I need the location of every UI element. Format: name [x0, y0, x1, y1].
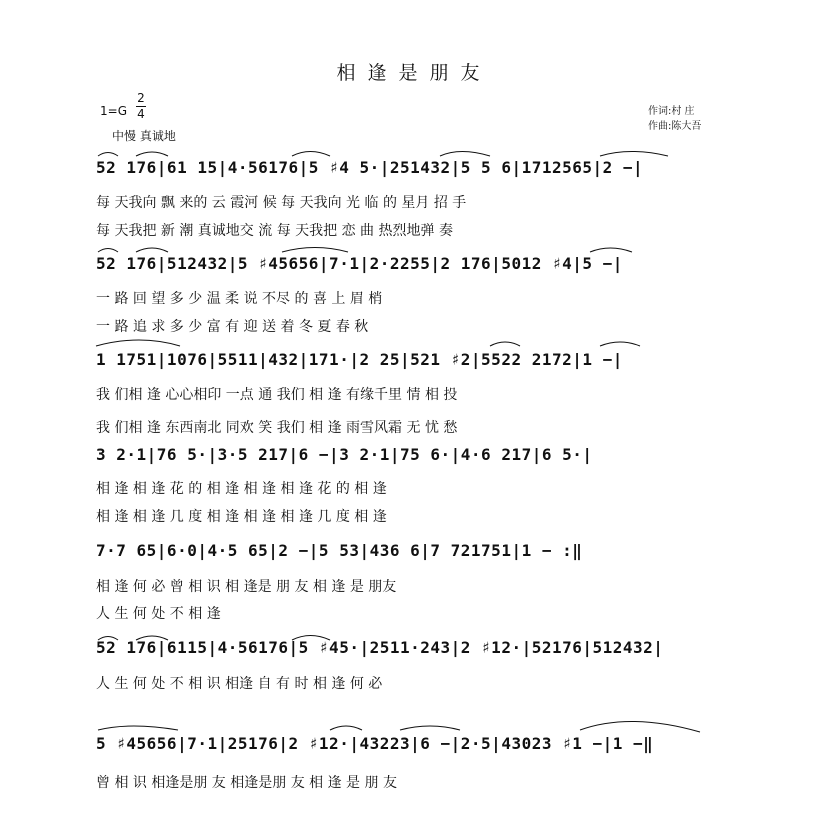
- lyricist-credit: 作词:村 庄: [648, 106, 695, 117]
- composer-credit: 作曲:陈大吾: [648, 121, 702, 132]
- lyric-line-3b: 我 们相 逢 东西南北 同欢 笑 我们 相 逢 雨雪风霜 无 忧 愁: [96, 420, 458, 436]
- music-line-4: 3 2·1|76 5·|3·5 217|6 −|3 2·1|75 6·|4·6 217|6 5·|: [96, 445, 593, 464]
- time-signature-top: 2: [137, 91, 145, 105]
- lyric-line-4a: 相 逢 相 逢 花 的 相 逢 相 逢 相 逢 花 的 相 逢: [96, 481, 387, 497]
- time-signature-bottom: 4: [137, 107, 145, 121]
- music-line-1: 52 176|61 15|4·56176|5 ♯4 5·|251432|5 5 6|1712565|2 −|: [96, 158, 644, 177]
- tempo-marking: 中慢 真诚地: [112, 129, 176, 143]
- lyric-line-1b: 每 天我把 新 潮 真诚地交 流 每 天我把 恋 曲 热烈地弹 奏: [96, 223, 453, 239]
- lyric-line-2b: 一 路 追 求 多 少 富 有 迎 送 着 冬 夏 春 秋: [96, 319, 369, 335]
- music-line-2: 52 176|512432|5 ♯45656|7·1|2·2255|2 176|5012 ♯4|5 −|: [96, 254, 623, 273]
- lyric-line-7: 曾 相 识 相逢是朋 友 相逢是朋 友 相 逢 是 朋 友: [96, 775, 397, 791]
- lyric-line-3a: 我 们相 逢 心心相印 一点 通 我们 相 逢 有缘千里 情 相 投: [96, 387, 458, 403]
- lyric-line-5b: 人 生 何 处 不 相 逢: [96, 606, 221, 622]
- lyric-line-5a: 相 逢 何 必 曾 相 识 相 逢是 朋 友 相 逢 是 朋友: [96, 579, 397, 595]
- lyric-line-2a: 一 路 回 望 多 少 温 柔 说 不尽 的 喜 上 眉 梢: [96, 291, 383, 307]
- music-line-7: 5 ♯45656|7·1|25176|2 ♯12·|43223|6 −|2·5|43023 ♯1 −|1 −‖: [96, 734, 654, 753]
- music-line-6: 52 176|6115|4·56176|5 ♯45·|2511·243|2 ♯12·|52176|512432|: [96, 638, 664, 657]
- music-line-3: 1 1751|1076|5511|432|171·|2 25|521 ♯2|5522 2172|1 −|: [96, 350, 623, 369]
- lyric-line-4b: 相 逢 相 逢 几 度 相 逢 相 逢 相 逢 几 度 相 逢: [96, 509, 387, 525]
- key-signature: 1=G: [100, 104, 127, 118]
- lyric-line-1a: 每 天我向 飘 来的 云 霞河 候 每 天我向 光 临 的 星月 招 手: [96, 195, 467, 211]
- lyric-line-6: 人 生 何 处 不 相 识 相逢 自 有 时 相 逢 何 必: [96, 676, 383, 692]
- music-line-5: 7·7 65|6·0|4·5 65|2 −|5 53|436 6|7 721751|1 − :‖: [96, 541, 583, 560]
- song-title: 相逢是朋友: [336, 62, 492, 84]
